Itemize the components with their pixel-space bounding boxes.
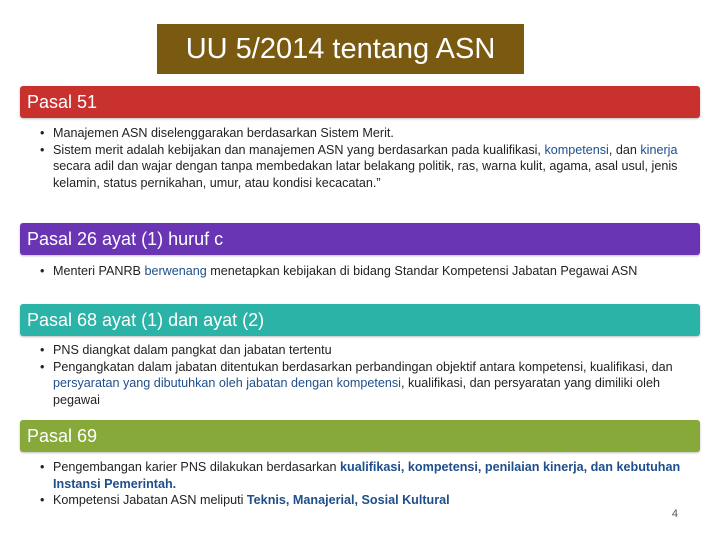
list-item: • Menteri PANRB berwenang menetapkan kebijakan di bidang Standar Kompetensi Jabatan Pegawai ASN — [40, 263, 700, 280]
page-title: UU 5/2014 tentang ASN — [157, 24, 524, 74]
list-item: • Kompetensi Jabatan ASN meliputi Teknis, Manajerial, Sosial Kultural — [40, 492, 700, 509]
section-body-pasal-51 — [40, 125, 700, 191]
list-item: • PNS diangkat dalam pangkat dan jabatan tertentu — [40, 342, 700, 359]
section-body-pasal-68 — [40, 342, 700, 408]
list-item: • Pengangkatan dalam jabatan ditentukan berdasarkan perbandingan objektif antara kompetensi, kualifikasi, dan persyaratan yang dibutuhkan oleh jabatan dengan kompetensi, kualifikasi, dan persyaratan yang dimiliki oleh pegawai — [40, 359, 700, 409]
section-header-pasal-69: Pasal 69 — [20, 420, 700, 452]
list-item: • Sistem merit adalah kebijakan dan manajemen ASN yang berdasarkan pada kualifikasi, kompetensi, dan kinerja secara adil dan wajar dengan tanpa membedakan latar belakang politik, ras, warna kulit, agama, asal usul, jenis kelamin, status pernikahan, umur, atau kondisi kecacatan.” — [40, 142, 700, 192]
list-item: • Pengembangan karier PNS dilakukan berdasarkan kualifikasi, kompetensi, penilaian kinerja, dan kebutuhan Instansi Pemerintah. — [40, 459, 700, 492]
section-body-pasal-26 — [40, 263, 700, 280]
section-body-pasal-69 — [40, 459, 700, 509]
section-header-pasal-26: Pasal 26 ayat (1) huruf c — [20, 223, 700, 255]
section-header-pasal-51: Pasal 51 — [20, 86, 700, 118]
page-number: 4 — [671, 508, 678, 520]
section-header-pasal-68: Pasal 68 ayat (1) dan ayat (2) — [20, 304, 700, 336]
list-item: • Manajemen ASN diselenggarakan berdasarkan Sistem Merit. — [40, 125, 700, 142]
